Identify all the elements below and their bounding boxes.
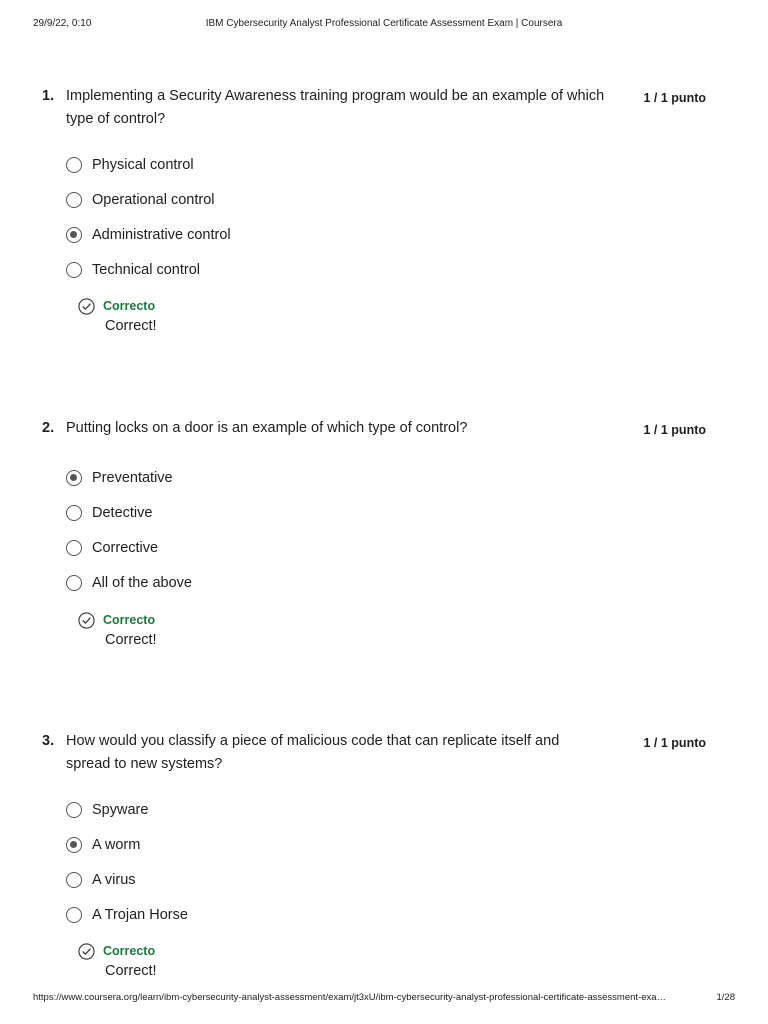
print-page-title: IBM Cybersecurity Analyst Professional Certificate Assessment Exam | Coursera [205,18,563,29]
answer-option[interactable] [66,530,192,565]
page-number: 1/28 [716,992,735,1003]
question-number: 3. [42,733,55,749]
answer-option[interactable] [66,897,188,932]
option-label: Spyware [92,801,149,818]
feedback-status: Correcto [103,613,156,627]
option-label: Physical control [92,156,194,173]
question-3 [42,730,722,979]
option-label: Corrective [92,539,159,556]
question-number: 2. [42,420,55,436]
answer-option[interactable] [66,827,188,862]
radio-button[interactable] [66,262,82,278]
answer-option[interactable] [66,252,231,287]
feedback-status: Correcto [103,944,156,958]
answer-options [66,792,188,932]
question-header [42,730,722,780]
question-1 [42,85,722,334]
check-circle-icon [78,943,95,960]
feedback-message: Correct! [105,318,157,334]
question-text: Implementing a Security Awareness training program would be an example of which type of control? [66,88,605,127]
question-score: 1 / 1 punto [643,423,706,437]
answer-feedback [78,610,157,650]
check-circle-icon [78,298,95,315]
answer-option[interactable] [66,460,192,495]
question-text: How would you classify a piece of malicious code that can replicate itself and spread to new systems? [66,733,560,772]
radio-button[interactable] [66,575,82,591]
answer-option[interactable] [66,147,231,182]
question-2 [42,417,722,648]
question-text: Putting locks on a door is an example of which type of control? [66,420,468,436]
option-label: A virus [92,871,136,888]
option-label: Operational control [92,191,215,208]
radio-button[interactable] [66,802,82,818]
print-datetime: 29/9/22, 0:10 [33,18,92,29]
check-circle-icon [78,612,95,629]
option-label: Technical control [92,261,200,278]
answer-option[interactable] [66,565,192,600]
radio-button[interactable] [66,192,82,208]
answer-option[interactable] [66,182,231,217]
answer-option[interactable] [66,792,188,827]
feedback-status: Correcto [103,299,156,313]
radio-button[interactable] [66,540,82,556]
answer-option[interactable] [66,862,188,897]
feedback-message: Correct! [105,963,157,979]
answer-feedback [78,296,157,336]
option-label: A worm [92,836,141,853]
question-score: 1 / 1 punto [643,736,706,750]
radio-button-selected[interactable] [66,470,82,486]
option-label: Detective [92,504,153,521]
feedback-message: Correct! [105,632,157,648]
radio-button[interactable] [66,157,82,173]
radio-button[interactable] [66,907,82,923]
answer-options [66,460,192,600]
radio-button[interactable] [66,505,82,521]
answer-option[interactable] [66,217,231,252]
option-label: Administrative control [92,226,231,243]
answer-options [66,147,231,287]
radio-button-selected[interactable] [66,227,82,243]
option-label: A Trojan Horse [92,906,188,923]
option-label: Preventative [92,469,173,486]
question-score: 1 / 1 punto [643,91,706,105]
question-header [42,85,722,135]
print-header [33,18,735,32]
option-label: All of the above [92,574,192,591]
radio-button[interactable] [66,872,82,888]
page-url[interactable]: https://www.coursera.org/learn/ibm-cybersecurity-analyst-assessment/exam/jt3xU/ibm-cybersecurity-analyst-professional-certificate-assessment-exa… [33,992,667,1003]
radio-button-selected[interactable] [66,837,82,853]
question-number: 1. [42,88,55,104]
answer-option[interactable] [66,495,192,530]
print-footer [33,992,735,1006]
answer-feedback [78,941,157,981]
